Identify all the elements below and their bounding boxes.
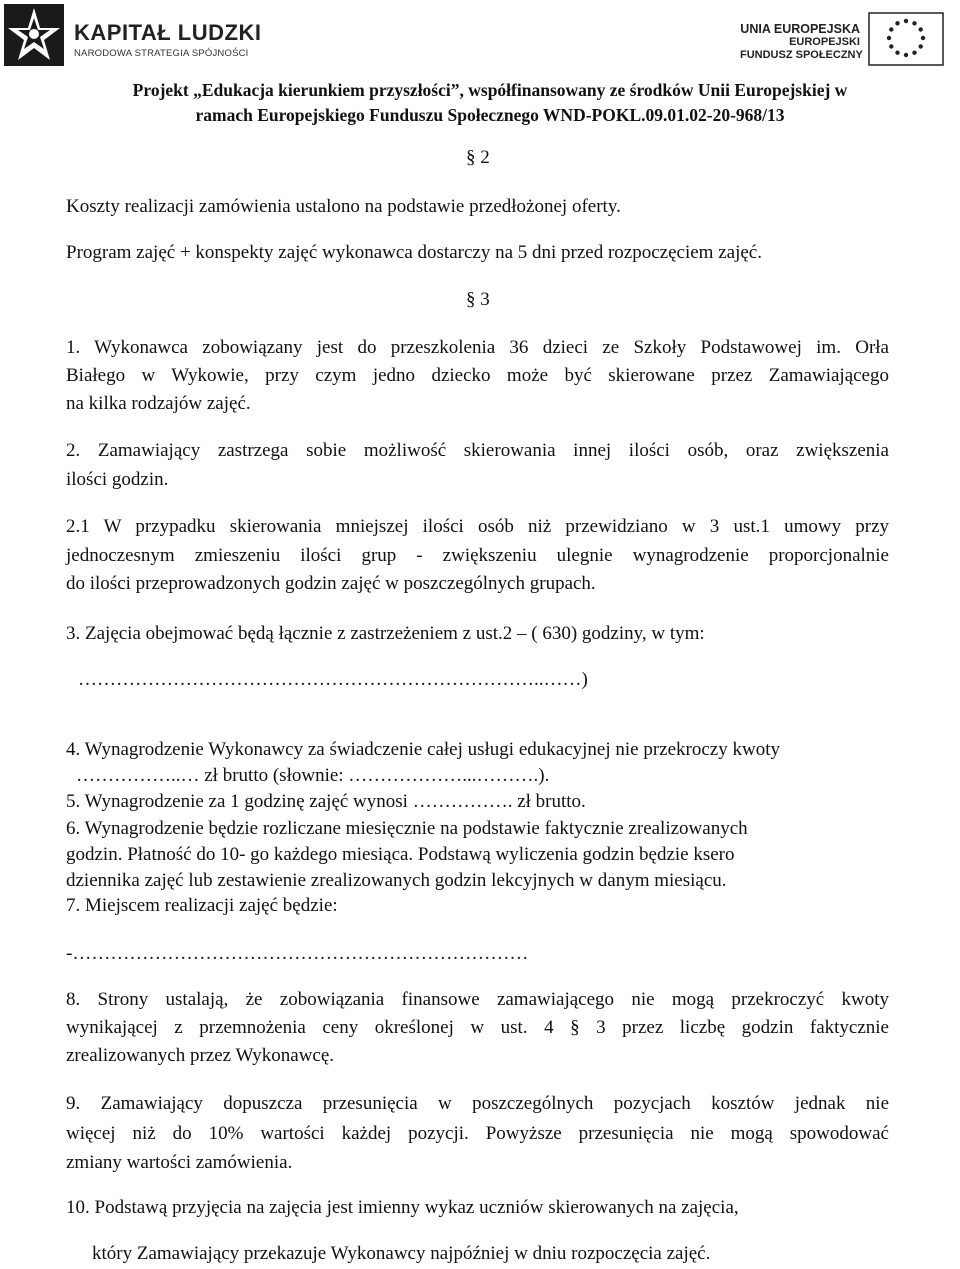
item-9-line-3: zmiany wartości zamówienia.	[66, 1152, 293, 1173]
item-8-line-1: 8. Strony ustalają, że zobowiązania finansowe zamawiającego nie mogą przekroczyć kwoty	[66, 989, 889, 1010]
item-7-line-2: -………………………………………………………………	[66, 943, 529, 964]
item-3-line-2: ………………………………………………………………..……)	[78, 669, 588, 690]
section-2-paragraph-1: Koszty realizacji zamówienia ustalono na podstawie przedłożonej oferty.	[66, 196, 621, 217]
item-1-line-2: Białego w Wykowie, przy czym jedno dziecko może być skierowane przez Zamawiającego	[66, 365, 889, 386]
item-8-line-2: wynikającej z przemnożenia ceny określonej w ust. 4 § 3 przez liczbę godzin faktycznie	[66, 1017, 889, 1038]
section-2-paragraph-2: Program zajęć + konspekty zajęć wykonawca dostarczy na 5 dni przed rozpoczęciem zajęć.	[66, 242, 762, 263]
item-2-1-line-3: do ilości przeprowadzonych godzin zajęć w poszczególnych grupach.	[66, 573, 596, 594]
project-description	[60, 78, 920, 128]
item-3-line-1: 3. Zajęcia obejmować będą łącznie z zastrzeżeniem z ust.2 – ( 630) godziny, w tym:	[66, 623, 705, 644]
item-6-line-3: dziennika zajęć lub zestawienie zrealizowanych godzin lekcyjnych w danym miesiącu.	[66, 870, 727, 891]
project-line-1: Projekt „Edukacja kierunkiem przyszłości”, współfinansowany ze środków Unii Europejskiej w	[132, 80, 848, 100]
item-9-line-1: 9. Zamawiający dopuszcza przesunięcia w poszczególnych pozycjach kosztów jednak nie	[66, 1093, 889, 1114]
item-7-line-1: 7. Miejscem realizacji zajęć będzie:	[66, 895, 338, 916]
item-5: 5. Wynagrodzenie za 1 godzinę zajęć wynosi ……………. zł brutto.	[66, 791, 586, 812]
item-1-line-3: na kilka rodzajów zajęć.	[66, 393, 251, 414]
eu-logo-text	[740, 22, 863, 62]
item-2-line-1: 2. Zamawiający zastrzega sobie możliwość skierowania innej ilości osób, oraz zwiększenia	[66, 440, 889, 461]
item-9-line-2: więcej niż do 10% wartości każdej pozycji. Powyższe przesunięcia nie mogą spowodować	[66, 1123, 889, 1144]
section-3-heading: § 3	[466, 289, 490, 310]
item-2-1-line-2: jednoczesnym zmieszeniu ilości grup - zwiększeniu ulegnie wynagrodzenie proporcjonalnie	[66, 545, 889, 566]
item-10-line-1: 10. Podstawą przyjęcia na zajęcia jest imienny wykaz uczniów skierowanych na zajęcia,	[66, 1197, 739, 1218]
item-4-line-2: ……………..… zł brutto (słownie: ………………...……….).	[76, 765, 550, 786]
section-2-heading: § 2	[466, 147, 490, 168]
kapital-ludzki-logo	[4, 4, 262, 66]
eu-flag-icon	[868, 12, 944, 66]
kapital-ludzki-subtitle: NARODOWA STRATEGIA SPÓJNOŚCI	[74, 48, 249, 59]
item-8-line-3: zrealizowanych przez Wykonawcę.	[66, 1045, 335, 1066]
item-2-1-line-1: 2.1 W przypadku skierowania mniejszej ilości osób niż przewidziano w 3 ust.1 umowy przy	[66, 516, 889, 537]
eu-logo-line3: FUNDUSZ SPOŁECZNY	[740, 49, 863, 61]
item-6-line-1: 6. Wynagrodzenie będzie rozliczane miesięcznie na podstawie faktycznie zrealizowanych	[66, 818, 748, 839]
item-1-line-1: 1. Wykonawca zobowiązany jest do przeszkolenia 36 dzieci ze Szkoły Podstawowej im. Orła	[66, 337, 889, 358]
kapital-ludzki-star-icon	[4, 4, 64, 66]
project-line-2: ramach Europejskiego Funduszu Społecznego WND-POKL.09.01.02-20-968/13	[195, 105, 785, 125]
eu-social-fund-logo	[740, 8, 956, 68]
item-4-line-1: 4. Wynagrodzenie Wykonawcy za świadczenie całej usługi edukacyjnej nie przekroczy kwoty	[66, 739, 780, 760]
item-10-line-2: który Zamawiający przekazuje Wykonawcy najpóźniej w dniu rozpoczęcia zajęć.	[92, 1243, 711, 1264]
page-header	[0, 0, 960, 125]
item-6-line-2: godzin. Płatność do 10- go każdego miesiąca. Podstawą wyliczenia godzin będzie ksero	[66, 844, 735, 865]
item-2-line-2: ilości godzin.	[66, 469, 169, 490]
eu-logo-line2: EUROPEJSKI	[789, 36, 860, 48]
eu-logo-line1: UNIA EUROPEJSKA	[740, 22, 860, 36]
kapital-ludzki-title: KAPITAŁ LUDZKI	[74, 20, 262, 45]
